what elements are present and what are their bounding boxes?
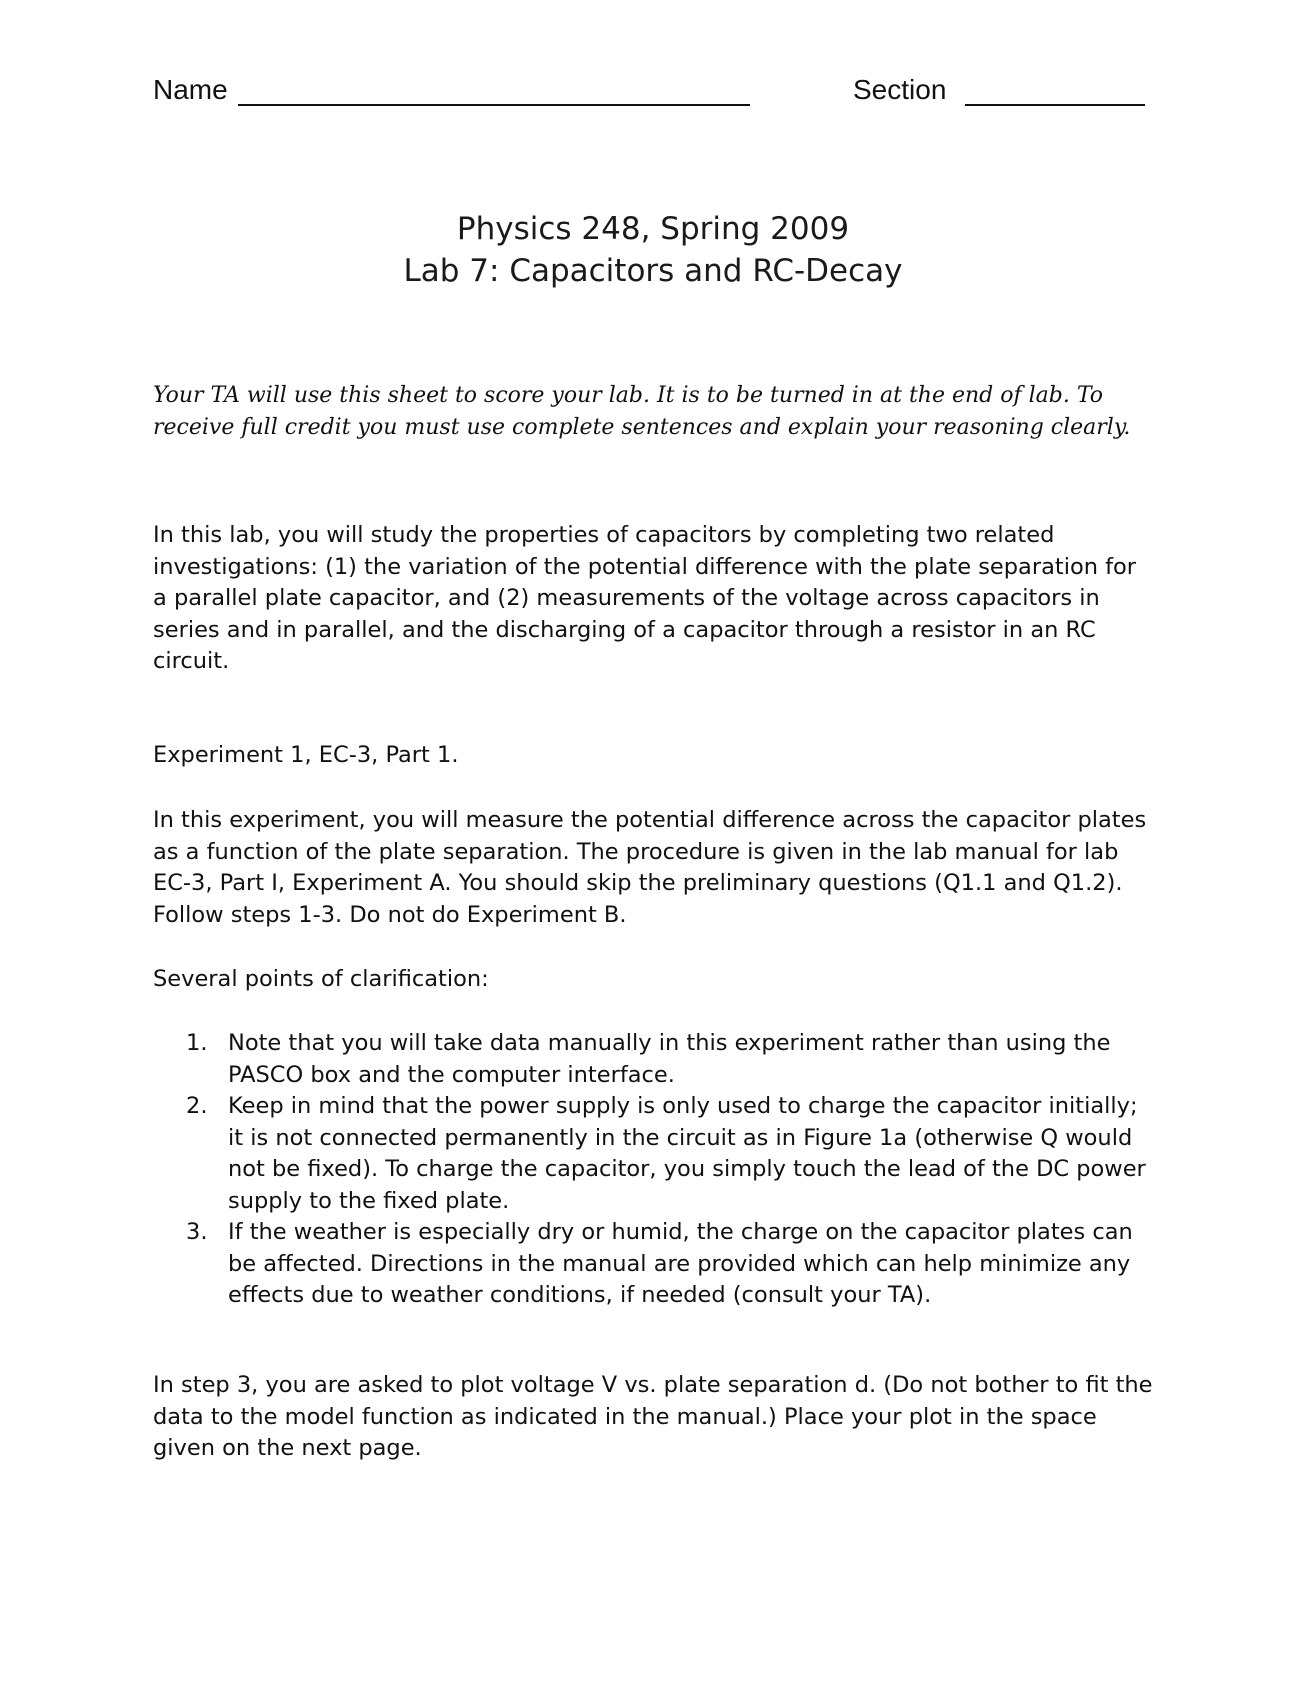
section-label: Section (853, 74, 947, 105)
list-item-number: 3. (186, 1219, 208, 1245)
step3-paragraph: In step 3, you are asked to plot voltage V vs. plate separation d. (Do not bother to fit the data to the model function as indicated in the manual.) Place your plot in the space given on the next page. (153, 1372, 1153, 1461)
grading-note: Your TA will use this sheet to score your lab. It is to be turned in at the end of lab. To receive full credit you must use complete sentences and explain your reasoning clearly. (153, 383, 1131, 440)
clarification-list (186, 1028, 1152, 1312)
clarification-heading: Several points of clarification: (153, 966, 489, 992)
course-title: Physics 248, Spring 2009 (456, 211, 850, 247)
experiment-paragraph: In this experiment, you will measure the potential difference across the capacitor plates as a function of the plate separation. The procedure is given in the lab manual for lab EC-3, Part I, Experiment A. You should skip the preliminary questions (Q1.1 and Q1.2). Follow steps 1-3. Do not do Experiment B. (153, 807, 1147, 928)
list-item (186, 1217, 1152, 1312)
name-blank-line (238, 104, 750, 106)
list-item-number: 1. (186, 1030, 208, 1056)
list-item (186, 1091, 1152, 1217)
page-title (0, 208, 1306, 292)
list-item-number: 2. (186, 1093, 208, 1119)
list-item-text: Note that you will take data manually in this experiment rather than using the PASCO box and the computer interface. (228, 1030, 1111, 1088)
header-row (153, 74, 1153, 114)
experiment-heading: Experiment 1, EC-3, Part 1. (153, 742, 459, 768)
list-item-text: If the weather is especially dry or humid, the charge on the capacitor plates can be affected. Directions in the manual are provided which can help minimize any effects due to weather conditions, if needed (consult your TA). (228, 1219, 1133, 1308)
list-item (186, 1028, 1152, 1091)
list-item-text: Keep in mind that the power supply is only used to charge the capacitor initially; it is not connected permanently in the circuit as in Figure 1a (otherwise Q would not be fixed). To charge the capacitor, you simply touch the lead of the DC power supply to the fixed plate. (228, 1093, 1146, 1214)
lab-title: Lab 7: Capacitors and RC-Decay (403, 253, 903, 289)
section-blank-line (965, 104, 1145, 106)
intro-paragraph: In this lab, you will study the properties of capacitors by completing two related investigations: (1) the variation of the potential difference with the plate separation for a parallel plate capacitor, and (2) measurements of the voltage across capacitors in series and in parallel, and the discharging of a capacitor through a resistor in an RC circuit. (153, 522, 1137, 674)
name-label: Name (153, 74, 228, 105)
